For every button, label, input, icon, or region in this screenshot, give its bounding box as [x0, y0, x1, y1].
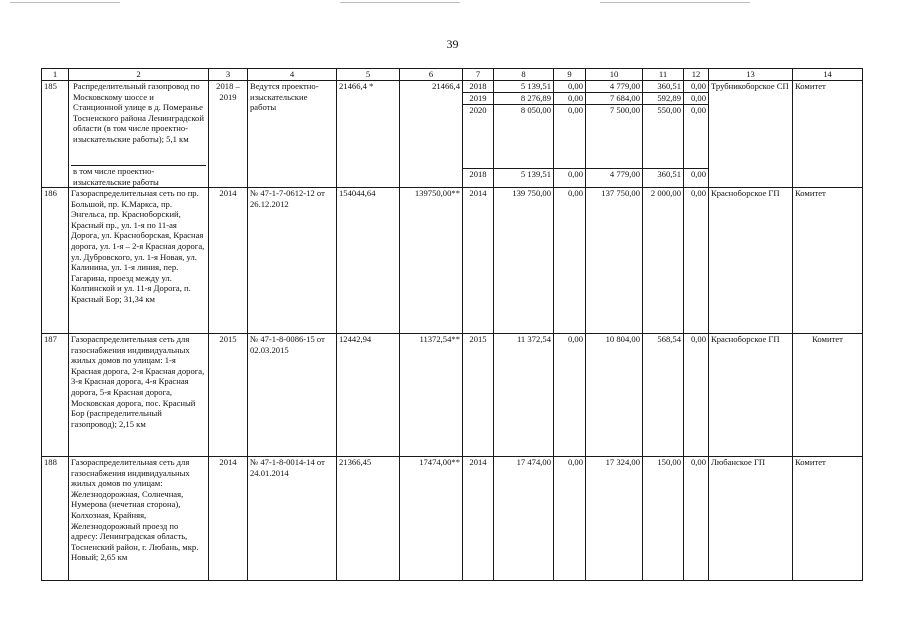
amount-regional: 7 500,00	[586, 104, 642, 116]
header-cell: 4	[248, 69, 337, 81]
amount-regional: 7 684,00	[586, 92, 642, 104]
amount-federal: 0,00	[554, 457, 586, 581]
header-cell: 11	[643, 69, 684, 81]
header-cell: 5	[337, 69, 400, 81]
amount-regional: 4 779,00	[586, 168, 642, 180]
estimated-cost: 21366,45	[337, 457, 400, 581]
amount-total: 5 139,51	[494, 168, 553, 180]
object-name: Газораспределительная сеть по пр. Большой, пр. К.Маркса, пр. Энгельса, пр. Красноборский, Красный пр., ул. 1-я по 11-ая Дорога, ул. Красноборская, Красная дорога, ул. 1-я – 2-я Красная дорога, ул. Дубровского, ул. 1-я Новая, ул. Калинина, ул. 1-я линия, пер. Гагарина, проезд между ул. Колпинской и ул. 11-я Дорога, п. Красный Бор; 31,34 км	[69, 188, 209, 334]
row-number: 185	[42, 81, 69, 188]
table-row-186	[42, 188, 863, 334]
permit-document: Ведутся проектно-изыскательские работы	[248, 81, 337, 188]
permit-document: № 47-1-8-0014-14 от 24.01.2014	[248, 457, 337, 581]
amount-total: 8 050,00	[494, 104, 553, 116]
amount-total: 11 372,54	[494, 334, 554, 457]
header-cell: 8	[494, 69, 554, 81]
header-cell: 10	[586, 69, 643, 81]
settlement-name: Красноборское ГП	[709, 334, 793, 457]
amount-other: 0,00	[684, 92, 708, 104]
amount-local-cell	[643, 81, 684, 188]
table-row-185	[42, 81, 863, 188]
object-subname: в том числе проектно-изыскательские работы	[71, 165, 206, 187]
amount-other: 0,00	[684, 457, 709, 581]
amount-other: 0,00	[684, 188, 709, 334]
top-scan-rule-middle	[340, 2, 460, 3]
amount-local: 568,54	[643, 334, 684, 457]
amount-regional: 17 324,00	[586, 457, 643, 581]
construction-period: 2018 – 2019	[209, 81, 248, 188]
settlement-name: Трубникоборское СП	[709, 81, 793, 188]
amount-other-cell	[684, 81, 709, 188]
amount-total-cell	[494, 81, 554, 188]
page-number: 39	[446, 37, 459, 51]
construction-period: 2014	[209, 188, 248, 334]
header-cell: 9	[554, 69, 586, 81]
financing-total: 11372,54**	[400, 334, 463, 457]
table-row-187	[42, 334, 863, 457]
header-cell: 7	[463, 69, 494, 81]
table-header-row	[42, 69, 863, 81]
amount-federal-cell	[554, 81, 586, 188]
amount-local: 150,00	[643, 457, 684, 581]
amount-regional: 4 779,00	[609, 81, 640, 91]
year-value: 2015	[463, 334, 494, 457]
estimated-cost: 21466,4 *	[337, 81, 400, 188]
row-number: 187	[42, 334, 69, 457]
responsible-org: Комитет	[793, 188, 863, 334]
financing-total: 139750,00**	[400, 188, 463, 334]
amount-federal: 0,00	[554, 104, 585, 116]
amount-total: 139 750,00	[494, 188, 554, 334]
settlement-name: Любанское ГП	[709, 457, 793, 581]
object-name-cell	[69, 81, 209, 188]
object-name: Газораспределительная сеть для газоснабжения индивидуальных жилых домов по улицам: 1-я Красная дорога, 2-я Красная дорога, 3-я Красная дорога, 4-я Красная дорога, 5-я Красная дорога, Московская дорога, пос. Красный Бор (распределительный газопровод); 2,15 км	[69, 334, 209, 457]
amount-other: 0,00	[684, 334, 709, 457]
table-row-188	[42, 457, 863, 581]
object-name: Газораспределительная сеть для газоснабжения индивидуальных жилых домов по улицам: Железнодорожная, Солнечная, Нумерова (нечетная сторона), Колхозная, Крайняя, Железнодорожный проезд по адресу: Ленинградская область, Тосненский район, г. Любань, мкр. Новый; 2,65 км	[69, 457, 209, 581]
construction-period: 2015	[209, 334, 248, 457]
estimated-cost: 12442,94	[337, 334, 400, 457]
amount-local: 360,51	[643, 168, 683, 180]
amount-other: 0,00	[684, 168, 708, 180]
year-value: 2014	[463, 457, 494, 581]
responsible-org: Комитет	[793, 81, 863, 188]
amount-local: 592,89	[643, 92, 683, 104]
estimated-cost: 154044,64	[337, 188, 400, 334]
row-number: 186	[42, 188, 69, 334]
amount-regional: 137 750,00	[586, 188, 643, 334]
financing-total: 21466,4	[400, 81, 463, 188]
year-value: 2020	[463, 104, 493, 116]
amount-local: 360,51	[657, 81, 681, 91]
header-cell: 12	[684, 69, 709, 81]
year-value: 2019	[463, 92, 493, 104]
amount-total: 5 139,51	[520, 81, 551, 91]
amount-regional-cell	[586, 81, 643, 188]
settlement-name: Красноборское ГП	[709, 188, 793, 334]
header-cell: 14	[793, 69, 863, 81]
header-cell: 13	[709, 69, 793, 81]
amount-other: 0,00	[690, 81, 706, 91]
amount-local: 550,00	[643, 104, 683, 116]
amount-federal: 0,00	[567, 81, 583, 91]
permit-document: № 47-1-8-0086-15 от 02.03.2015	[248, 334, 337, 457]
top-scan-rule-left	[10, 2, 120, 3]
amount-local: 2 000,00	[643, 188, 684, 334]
top-scan-rule-right	[600, 2, 750, 3]
amount-federal: 0,00	[554, 92, 585, 104]
header-cell: 2	[69, 69, 209, 81]
responsible-org: Комитет	[793, 334, 863, 457]
year-value: 2018	[469, 81, 487, 91]
row-number: 188	[42, 457, 69, 581]
object-name: Распределительный газопровод по Московскому шоссе и Станционной улице в д. Померанье Тосненского района Ленинградской области (в том числе проектно-изыскательские работы); 5,1 км	[73, 81, 204, 144]
amount-other: 0,00	[684, 104, 708, 116]
data-table	[41, 68, 863, 581]
responsible-org: Комитет	[793, 457, 863, 581]
amount-regional: 10 804,00	[586, 334, 643, 457]
amount-federal: 0,00	[554, 168, 585, 180]
amount-federal: 0,00	[554, 334, 586, 457]
amount-federal: 0,00	[554, 188, 586, 334]
year-value: 2018	[463, 168, 493, 180]
year-value: 2014	[463, 188, 494, 334]
amount-total: 8 276,89	[494, 92, 553, 104]
amount-total: 17 474,00	[494, 457, 554, 581]
header-cell: 1	[42, 69, 69, 81]
header-cell: 3	[209, 69, 248, 81]
header-cell: 6	[400, 69, 463, 81]
financing-total: 17474,00**	[400, 457, 463, 581]
permit-document: № 47-1-7-0612-12 от 26.12.2012	[248, 188, 337, 334]
construction-period: 2014	[209, 457, 248, 581]
year-cell	[463, 81, 494, 188]
